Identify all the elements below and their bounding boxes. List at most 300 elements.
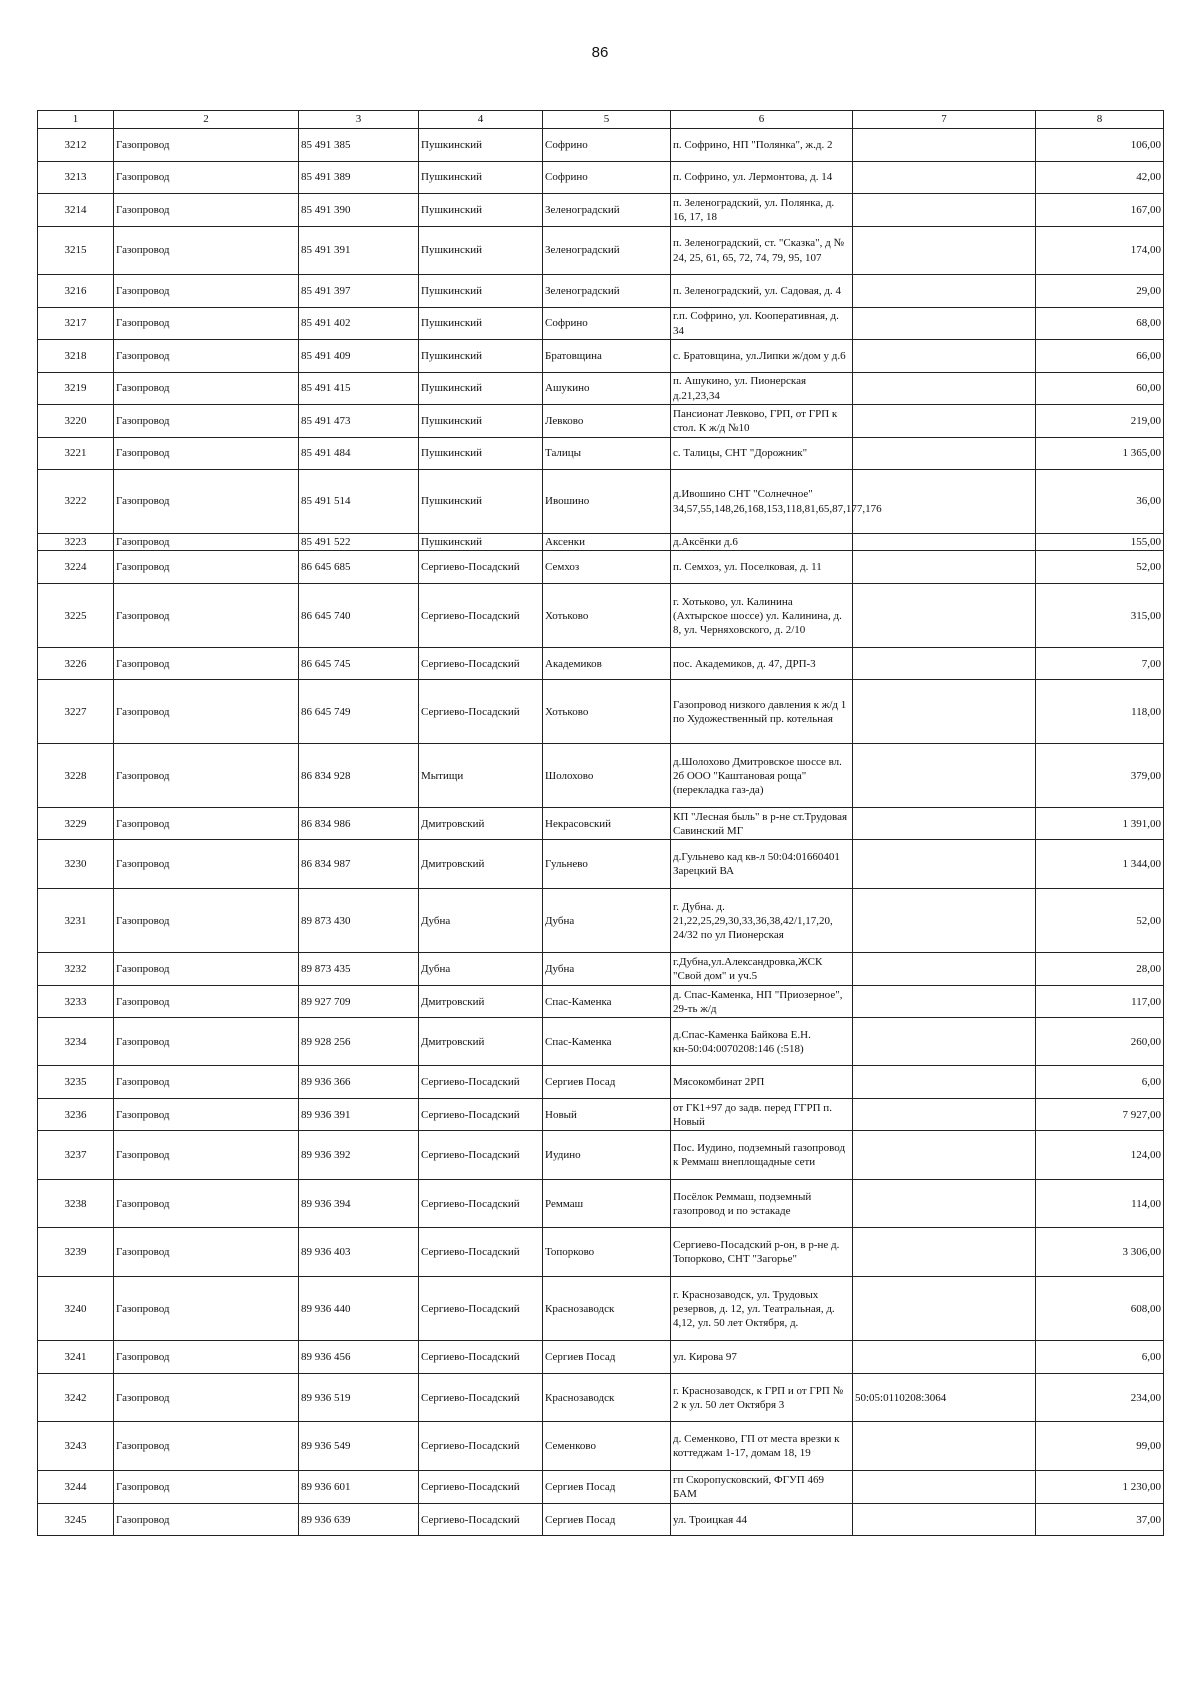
table-row <box>38 889 1164 953</box>
object-code: 85 491 385 <box>299 129 419 162</box>
object-code: 86 834 928 <box>299 744 419 808</box>
table-row <box>38 840 1164 889</box>
district-name: Сергиево-Посадский <box>419 1180 543 1228</box>
row-number: 3243 <box>38 1422 114 1471</box>
settlement-name: Ашукино <box>543 373 671 405</box>
district-name: Дубна <box>419 953 543 986</box>
column-header: 7 <box>853 111 1036 129</box>
row-number: 3222 <box>38 470 114 534</box>
column-header: 3 <box>299 111 419 129</box>
object-code: 86 834 987 <box>299 840 419 889</box>
row-number: 3226 <box>38 648 114 680</box>
pipeline-length: 28,00 <box>1036 953 1164 986</box>
object-address: г. Дубна. д. 21,22,25,29,30,33,36,38,42/1,17,20, 24/32 по ул Пионерская <box>671 889 853 953</box>
pipeline-length: 66,00 <box>1036 340 1164 373</box>
table-row <box>38 680 1164 744</box>
table-row <box>38 227 1164 275</box>
object-code: 86 834 986 <box>299 808 419 840</box>
object-type: Газопровод <box>114 584 299 648</box>
table-row <box>38 551 1164 584</box>
table-row <box>38 162 1164 194</box>
row-number: 3212 <box>38 129 114 162</box>
table-row <box>38 1099 1164 1131</box>
object-code: 89 936 519 <box>299 1374 419 1422</box>
table-row <box>38 405 1164 438</box>
pipeline-length: 6,00 <box>1036 1066 1164 1099</box>
settlement-name: Новый <box>543 1099 671 1131</box>
column-header: 4 <box>419 111 543 129</box>
district-name: Пушкинский <box>419 405 543 438</box>
table-row <box>38 373 1164 405</box>
district-name: Дмитровский <box>419 808 543 840</box>
object-type: Газопровод <box>114 744 299 808</box>
object-code: 85 491 522 <box>299 534 419 551</box>
row-number: 3245 <box>38 1504 114 1536</box>
settlement-name: Дубна <box>543 953 671 986</box>
object-address: ул. Троицкая 44 <box>671 1504 853 1536</box>
table-row <box>38 534 1164 551</box>
district-name: Сергиево-Посадский <box>419 551 543 584</box>
cadastral-number <box>853 1018 1036 1066</box>
object-address: д. Семенково, ГП от места врезки к коттеджам 1-17, домам 18, 19 <box>671 1422 853 1471</box>
row-number: 3217 <box>38 308 114 340</box>
object-address: д.Гульнево кад кв-л 50:04:01660401 Зарецкий ВА <box>671 840 853 889</box>
pipeline-length: 42,00 <box>1036 162 1164 194</box>
cadastral-number <box>853 744 1036 808</box>
object-address: д.Ивошино СНТ "Солнечное" 34,57,55,148,26,168,153,118,81,65,87,177,176 <box>671 470 853 534</box>
object-type: Газопровод <box>114 162 299 194</box>
cadastral-number <box>853 162 1036 194</box>
settlement-name: Спас-Каменка <box>543 1018 671 1066</box>
settlement-name: Семенково <box>543 1422 671 1471</box>
row-number: 3214 <box>38 194 114 227</box>
table-row <box>38 808 1164 840</box>
pipeline-length: 260,00 <box>1036 1018 1164 1066</box>
district-name: Сергиево-Посадский <box>419 1504 543 1536</box>
object-address: п. Зеленоградский, ул. Полянка, д. 16, 17, 18 <box>671 194 853 227</box>
district-name: Сергиево-Посадский <box>419 1422 543 1471</box>
row-number: 3215 <box>38 227 114 275</box>
table-row <box>38 744 1164 808</box>
settlement-name: Гульнево <box>543 840 671 889</box>
settlement-name: Софрино <box>543 162 671 194</box>
gas-pipeline-registry-table <box>37 110 1164 1536</box>
cadastral-number <box>853 1504 1036 1536</box>
row-number: 3240 <box>38 1277 114 1341</box>
object-type: Газопровод <box>114 648 299 680</box>
row-number: 3228 <box>38 744 114 808</box>
object-type: Газопровод <box>114 680 299 744</box>
row-number: 3223 <box>38 534 114 551</box>
pipeline-length: 52,00 <box>1036 889 1164 953</box>
row-number: 3224 <box>38 551 114 584</box>
row-number: 3237 <box>38 1131 114 1180</box>
table-row <box>38 1180 1164 1228</box>
pipeline-length: 52,00 <box>1036 551 1164 584</box>
settlement-name: Талицы <box>543 438 671 470</box>
table-row <box>38 1066 1164 1099</box>
cadastral-number <box>853 840 1036 889</box>
object-type: Газопровод <box>114 986 299 1018</box>
object-code: 85 491 397 <box>299 275 419 308</box>
pipeline-length: 1 344,00 <box>1036 840 1164 889</box>
object-type: Газопровод <box>114 1374 299 1422</box>
pipeline-length: 219,00 <box>1036 405 1164 438</box>
district-name: Сергиево-Посадский <box>419 584 543 648</box>
cadastral-number <box>853 194 1036 227</box>
table-row <box>38 953 1164 986</box>
pipeline-length: 379,00 <box>1036 744 1164 808</box>
object-code: 85 491 389 <box>299 162 419 194</box>
district-name: Сергиево-Посадский <box>419 1341 543 1374</box>
object-code: 85 491 514 <box>299 470 419 534</box>
object-address: г. Краснозаводск, ул. Трудовых резервов, д. 12, ул. Театральная, д. 4,12, ул. 50 лет Октября, д. <box>671 1277 853 1341</box>
cadastral-number <box>853 1099 1036 1131</box>
object-type: Газопровод <box>114 308 299 340</box>
settlement-name: Шолохово <box>543 744 671 808</box>
object-type: Газопровод <box>114 129 299 162</box>
object-code: 89 936 601 <box>299 1471 419 1504</box>
row-number: 3227 <box>38 680 114 744</box>
pipeline-length: 106,00 <box>1036 129 1164 162</box>
object-address: п. Зеленоградский, ст. "Сказка", д № 24, 25, 61, 65, 72, 74, 79, 95, 107 <box>671 227 853 275</box>
district-name: Пушкинский <box>419 373 543 405</box>
pipeline-length: 6,00 <box>1036 1341 1164 1374</box>
pipeline-length: 3 306,00 <box>1036 1228 1164 1277</box>
cadastral-number <box>853 227 1036 275</box>
district-name: Пушкинский <box>419 470 543 534</box>
settlement-name: Зеленоградский <box>543 275 671 308</box>
table-header <box>38 111 1164 129</box>
object-type: Газопровод <box>114 405 299 438</box>
object-address: Посёлок Реммаш, подземный газопровод и по эстакаде <box>671 1180 853 1228</box>
object-code: 85 491 409 <box>299 340 419 373</box>
cadastral-number <box>853 648 1036 680</box>
row-number: 3241 <box>38 1341 114 1374</box>
object-type: Газопровод <box>114 1018 299 1066</box>
district-name: Мытищи <box>419 744 543 808</box>
object-code: 89 936 392 <box>299 1131 419 1180</box>
district-name: Пушкинский <box>419 227 543 275</box>
row-number: 3216 <box>38 275 114 308</box>
object-type: Газопровод <box>114 1066 299 1099</box>
district-name: Сергиево-Посадский <box>419 680 543 744</box>
cadastral-number <box>853 1066 1036 1099</box>
object-code: 89 936 456 <box>299 1341 419 1374</box>
cadastral-number <box>853 129 1036 162</box>
settlement-name: Топорково <box>543 1228 671 1277</box>
cadastral-number <box>853 584 1036 648</box>
pipeline-length: 60,00 <box>1036 373 1164 405</box>
settlement-name: Иудино <box>543 1131 671 1180</box>
object-type: Газопровод <box>114 808 299 840</box>
table-row <box>38 1471 1164 1504</box>
row-number: 3239 <box>38 1228 114 1277</box>
table-row <box>38 194 1164 227</box>
column-header: 8 <box>1036 111 1164 129</box>
pipeline-length: 114,00 <box>1036 1180 1164 1228</box>
table-row <box>38 129 1164 162</box>
district-name: Сергиево-Посадский <box>419 1131 543 1180</box>
cadastral-number <box>853 275 1036 308</box>
settlement-name: Хотьково <box>543 680 671 744</box>
settlement-name: Спас-Каменка <box>543 986 671 1018</box>
district-name: Сергиево-Посадский <box>419 1374 543 1422</box>
object-address: п. Семхоз, ул. Поселковая, д. 11 <box>671 551 853 584</box>
pipeline-length: 118,00 <box>1036 680 1164 744</box>
object-address: п. Ашукино, ул. Пионерская д.21,23,34 <box>671 373 853 405</box>
pipeline-length: 1 230,00 <box>1036 1471 1164 1504</box>
cadastral-number <box>853 986 1036 1018</box>
object-address: гп Скоропусковский, ФГУП 469 БАМ <box>671 1471 853 1504</box>
column-header: 6 <box>671 111 853 129</box>
row-number: 3235 <box>38 1066 114 1099</box>
row-number: 3219 <box>38 373 114 405</box>
row-number: 3229 <box>38 808 114 840</box>
district-name: Пушкинский <box>419 308 543 340</box>
district-name: Сергиево-Посадский <box>419 1066 543 1099</box>
object-type: Газопровод <box>114 1131 299 1180</box>
object-address: г.Дубна,ул.Александровка,ЖСК "Свой дом" и уч.5 <box>671 953 853 986</box>
table-row <box>38 1374 1164 1422</box>
object-type: Газопровод <box>114 1471 299 1504</box>
object-type: Газопровод <box>114 889 299 953</box>
column-number-row <box>38 111 1164 129</box>
pipeline-length: 117,00 <box>1036 986 1164 1018</box>
object-code: 89 936 391 <box>299 1099 419 1131</box>
district-name: Сергиево-Посадский <box>419 1471 543 1504</box>
row-number: 3244 <box>38 1471 114 1504</box>
row-number: 3220 <box>38 405 114 438</box>
table-row <box>38 1504 1164 1536</box>
district-name: Пушкинский <box>419 534 543 551</box>
object-code: 85 491 391 <box>299 227 419 275</box>
table-row <box>38 275 1164 308</box>
object-address: г. Краснозаводск, к ГРП и от ГРП № 2 к ул. 50 лет Октября 3 <box>671 1374 853 1422</box>
settlement-name: Сергиев Посад <box>543 1504 671 1536</box>
object-address: д.Аксёнки д.6 <box>671 534 853 551</box>
object-code: 86 645 749 <box>299 680 419 744</box>
object-code: 89 936 639 <box>299 1504 419 1536</box>
object-type: Газопровод <box>114 1422 299 1471</box>
object-address: д.Шолохово Дмитровское шоссе вл. 2б ООО "Каштановая роща" (перекладка газ-да) <box>671 744 853 808</box>
settlement-name: Левково <box>543 405 671 438</box>
object-code: 89 936 366 <box>299 1066 419 1099</box>
pipeline-length: 7 927,00 <box>1036 1099 1164 1131</box>
object-type: Газопровод <box>114 340 299 373</box>
settlement-name: Некрасовский <box>543 808 671 840</box>
object-address: Сергиево-Посадский р-он, в р-не д. Топорково, СНТ "Загорье" <box>671 1228 853 1277</box>
column-header: 5 <box>543 111 671 129</box>
object-code: 85 491 415 <box>299 373 419 405</box>
cadastral-number <box>853 1277 1036 1341</box>
table-row <box>38 1131 1164 1180</box>
table-row <box>38 1018 1164 1066</box>
object-code: 86 645 745 <box>299 648 419 680</box>
object-type: Газопровод <box>114 1099 299 1131</box>
table-row <box>38 584 1164 648</box>
object-type: Газопровод <box>114 534 299 551</box>
object-code: 85 491 484 <box>299 438 419 470</box>
object-type: Газопровод <box>114 1504 299 1536</box>
object-type: Газопровод <box>114 1341 299 1374</box>
pipeline-length: 1 391,00 <box>1036 808 1164 840</box>
table-row <box>38 1277 1164 1341</box>
cadastral-number <box>853 1422 1036 1471</box>
row-number: 3231 <box>38 889 114 953</box>
district-name: Пушкинский <box>419 162 543 194</box>
settlement-name: Краснозаводск <box>543 1374 671 1422</box>
row-number: 3234 <box>38 1018 114 1066</box>
settlement-name: Сергиев Посад <box>543 1341 671 1374</box>
settlement-name: Братовщина <box>543 340 671 373</box>
row-number: 3232 <box>38 953 114 986</box>
page-number: 86 <box>591 44 609 61</box>
row-number: 3236 <box>38 1099 114 1131</box>
cadastral-number <box>853 680 1036 744</box>
row-number: 3221 <box>38 438 114 470</box>
object-address: Пансионат Левково, ГРП, от ГРП к стол. К ж/д №10 <box>671 405 853 438</box>
district-name: Дмитровский <box>419 986 543 1018</box>
object-type: Газопровод <box>114 373 299 405</box>
object-address: ул. Кирова 97 <box>671 1341 853 1374</box>
cadastral-number <box>853 405 1036 438</box>
object-address: п. Зеленоградский, ул. Садовая, д. 4 <box>671 275 853 308</box>
object-address: п. Софрино, НП "Полянка", ж.д. 2 <box>671 129 853 162</box>
pipeline-length: 7,00 <box>1036 648 1164 680</box>
settlement-name: Академиков <box>543 648 671 680</box>
district-name: Пушкинский <box>419 129 543 162</box>
cadastral-number <box>853 889 1036 953</box>
row-number: 3238 <box>38 1180 114 1228</box>
table-row <box>38 1228 1164 1277</box>
object-code: 89 873 435 <box>299 953 419 986</box>
cadastral-number: 50:05:0110208:3064 <box>853 1374 1036 1422</box>
row-number: 3233 <box>38 986 114 1018</box>
pipeline-length: 124,00 <box>1036 1131 1164 1180</box>
cadastral-number <box>853 1228 1036 1277</box>
pipeline-length: 99,00 <box>1036 1422 1164 1471</box>
object-type: Газопровод <box>114 551 299 584</box>
pipeline-length: 68,00 <box>1036 308 1164 340</box>
district-name: Пушкинский <box>419 275 543 308</box>
cadastral-number <box>853 438 1036 470</box>
district-name: Дмитровский <box>419 840 543 889</box>
object-address: с. Талицы, СНТ "Дорожник" <box>671 438 853 470</box>
object-code: 89 927 709 <box>299 986 419 1018</box>
settlement-name: Зеленоградский <box>543 194 671 227</box>
cadastral-number <box>853 470 1036 534</box>
row-number: 3242 <box>38 1374 114 1422</box>
object-code: 89 936 440 <box>299 1277 419 1341</box>
district-name: Сергиево-Посадский <box>419 1277 543 1341</box>
settlement-name: Реммаш <box>543 1180 671 1228</box>
pipeline-length: 608,00 <box>1036 1277 1164 1341</box>
cadastral-number <box>853 1471 1036 1504</box>
row-number: 3218 <box>38 340 114 373</box>
object-type: Газопровод <box>114 953 299 986</box>
district-name: Дмитровский <box>419 1018 543 1066</box>
object-code: 89 928 256 <box>299 1018 419 1066</box>
pipeline-length: 315,00 <box>1036 584 1164 648</box>
district-name: Пушкинский <box>419 194 543 227</box>
district-name: Сергиево-Посадский <box>419 648 543 680</box>
cadastral-number <box>853 373 1036 405</box>
object-code: 89 936 403 <box>299 1228 419 1277</box>
object-code: 89 936 549 <box>299 1422 419 1471</box>
object-address: Мясокомбинат 2РП <box>671 1066 853 1099</box>
object-type: Газопровод <box>114 194 299 227</box>
table-row <box>38 340 1164 373</box>
object-code: 89 873 430 <box>299 889 419 953</box>
pipeline-length: 36,00 <box>1036 470 1164 534</box>
settlement-name: Сергиев Посад <box>543 1066 671 1099</box>
table-row <box>38 648 1164 680</box>
cadastral-number <box>853 808 1036 840</box>
column-header: 1 <box>38 111 114 129</box>
object-type: Газопровод <box>114 470 299 534</box>
object-address: Пос. Иудино, подземный газопровод к Реммаш внеплощадные сети <box>671 1131 853 1180</box>
object-address: д.Спас-Каменка Байкова Е.Н. кн-50:04:0070208:146 (:518) <box>671 1018 853 1066</box>
table-row <box>38 1341 1164 1374</box>
object-address: г.п. Софрино, ул. Кооперативная, д. 34 <box>671 308 853 340</box>
cadastral-number <box>853 1131 1036 1180</box>
object-type: Газопровод <box>114 1180 299 1228</box>
object-type: Газопровод <box>114 227 299 275</box>
object-code: 85 491 402 <box>299 308 419 340</box>
object-address: пос. Академиков, д. 47, ДРП-3 <box>671 648 853 680</box>
district-name: Сергиево-Посадский <box>419 1099 543 1131</box>
table-row <box>38 986 1164 1018</box>
object-code: 85 491 473 <box>299 405 419 438</box>
row-number: 3225 <box>38 584 114 648</box>
object-type: Газопровод <box>114 840 299 889</box>
cadastral-number <box>853 340 1036 373</box>
table-body <box>38 129 1164 1536</box>
object-address: от ГК1+97 до задв. перед ГГРП п. Новый <box>671 1099 853 1131</box>
object-code: 86 645 685 <box>299 551 419 584</box>
pipeline-length: 37,00 <box>1036 1504 1164 1536</box>
object-address: д. Спас-Каменка, НП "Приозерное", 29-ть ж/д <box>671 986 853 1018</box>
column-header: 2 <box>114 111 299 129</box>
district-name: Сергиево-Посадский <box>419 1228 543 1277</box>
cadastral-number <box>853 308 1036 340</box>
cadastral-number <box>853 953 1036 986</box>
cadastral-number <box>853 551 1036 584</box>
settlement-name: Хотьково <box>543 584 671 648</box>
cadastral-number <box>853 1341 1036 1374</box>
cadastral-number <box>853 1180 1036 1228</box>
object-address: с. Братовщина, ул.Липки ж/дом у д.6 <box>671 340 853 373</box>
object-address: г. Хотьково, ул. Калинина (Ахтырское шоссе) ул. Калинина, д. 8, ул. Черняховского, д. 2/10 <box>671 584 853 648</box>
settlement-name: Семхоз <box>543 551 671 584</box>
object-type: Газопровод <box>114 438 299 470</box>
object-code: 89 936 394 <box>299 1180 419 1228</box>
pipeline-length: 1 365,00 <box>1036 438 1164 470</box>
table-row <box>38 438 1164 470</box>
cadastral-number <box>853 534 1036 551</box>
settlement-name: Софрино <box>543 129 671 162</box>
table-row <box>38 1422 1164 1471</box>
settlement-name: Краснозаводск <box>543 1277 671 1341</box>
object-type: Газопровод <box>114 275 299 308</box>
district-name: Пушкинский <box>419 438 543 470</box>
row-number: 3230 <box>38 840 114 889</box>
table-row <box>38 470 1164 534</box>
pipeline-length: 29,00 <box>1036 275 1164 308</box>
settlement-name: Софрино <box>543 308 671 340</box>
district-name: Пушкинский <box>419 340 543 373</box>
